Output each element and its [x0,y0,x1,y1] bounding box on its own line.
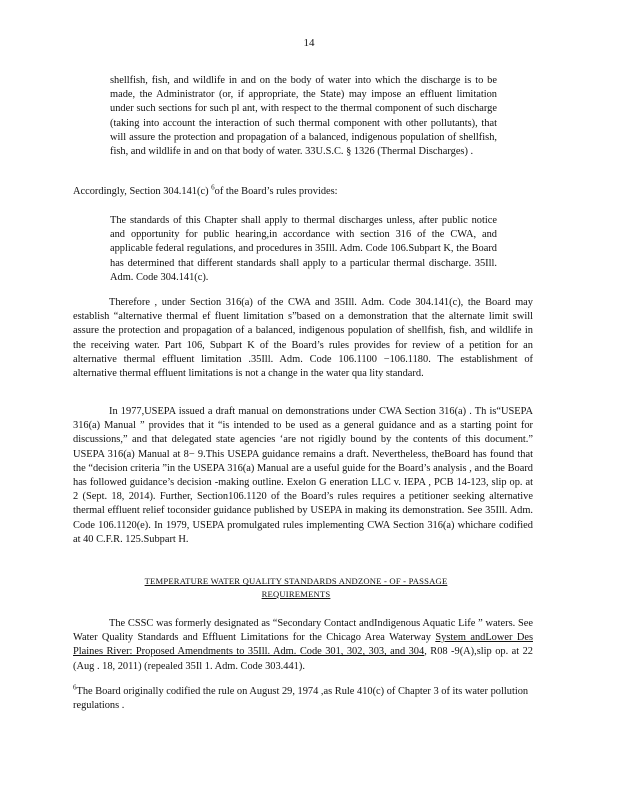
footnote-marker: 6 [211,183,215,192]
footnote [73,685,533,713]
section-heading-line1: TEMPERATURE WATER QUALITY STANDARDS ANDZONE - OF - PASSAGE [144,576,448,586]
rule-intro-line [73,185,533,199]
footnote-text: The Board originally codified the rule on August 29, 1974 ,as Rule 410(c) of Chapter 3 of its water pollution regulations . [73,686,529,712]
statute-block-quote: shellfish, fish, and wildlife in and on the body of water into which the discharge is to be made, the Administrator (or, if appropriate, the State) may impose an effluent limitation under such sections for such pl ant, with respect to the thermal component of such discharge (taking into account the interaction of such thermal component with other pollutants), that will assure the protection and propagation of a balanced, indigenous population of shellfish, fish, and wildlife in and on that body of water. 33U.S.C. § 1326 (Thermal Discharges) . [110,75,497,158]
cssc-text: The CSSC was formerly designated as “Secondary Contact andIndigenous Aquatic Life ” waters. See Water Quality Standards and Effluent Limitations for the Chicago Area Waterway [73,618,533,644]
paragraph-therefore: Therefore , under Section 316(a) of the CWA and 35Ill. Adm. Code 304.141(c), the Board may establish “alternative thermal ef fluent limitation s”based on a demonstration that the alternate limit swill assure the protection and propagation of a balanced, indigenous population of shellfish, fish, and wildlife in the receiving water. Part 106, Subpart K of the Board’s rules provides for review of a petition for an alternative thermal effluent limitation .35Ill. Adm. Code 106.1100 −106.1180. The establishment of alternative thermal effluent limitations is not a change in the water qua lity standard. [73,297,533,380]
footnote-number: 6 [73,683,77,692]
page-number: 14 [303,37,315,49]
paragraph-usepa-manual: In 1977,USEPA issued a draft manual on demonstrations under CWA Section 316(a) . Th is“USEPA 316(a) Manual ” provides that it “is intended to be used as a general guidance and as a starting point for discussions,” and that delegated state agencies ‘are not rigidly bound by the contents of this document.” USEPA 316(a) Manual at 8− 9.This USEPA guidance remains a draft. Nevertheless, theBoard has found that the “decision criteria ”in the USEPA 316(a) Manual are a useful guide for the Board’s analysis , and the Board has followed guidance’s decision -making outline. Exelon G eneration LLC v. IEPA , PCB 14-123, slip op. at 2 (Sept. 18, 2014). Further, Section106.1120 of the Board’s rules requires a petitioner seeking alternative thermal effluent relief toconsider guidance published by USEPA in making its demonstration. See 35Ill. Adm. Code 106.1120(e). In 1979, USEPA promulgated rules implementing CWA Section 316(a) whichare codified at 40 C.F.R. 125.Subpart H. [73,406,533,545]
cssc-citation-underlined: System andLower Des Plaines River: Proposed Amendments to 35Ill. Adm. Code 301, 302, 303, and 304 [73,632,533,658]
cssc-text-end: , R08 -9(A),slip op. at 22 (Aug . 18, 2011) (repealed 35Il 1. Adm. Code 303.441). [73,646,533,672]
intro-text-continued: of the Board’s rules provides: [214,186,338,197]
intro-text: Accordingly, Section 304.141(c) [73,186,209,197]
section-heading-line2: REQUIREMENTS [261,588,331,599]
section-heading [96,575,496,600]
rule-block-quote: The standards of this Chapter shall apply to thermal discharges unless, after public notice and opportunity for public hearing,in accordance with section 316 of the CWA, and applicable federal regulations, and procedures in 35Ill. Adm. Code 106.Subpart K, the Board has determined that different standards shall apply to a particular thermal discharge. 35Ill. Adm. Code 304.141(c). [110,215,497,283]
paragraph-cssc [73,617,533,674]
